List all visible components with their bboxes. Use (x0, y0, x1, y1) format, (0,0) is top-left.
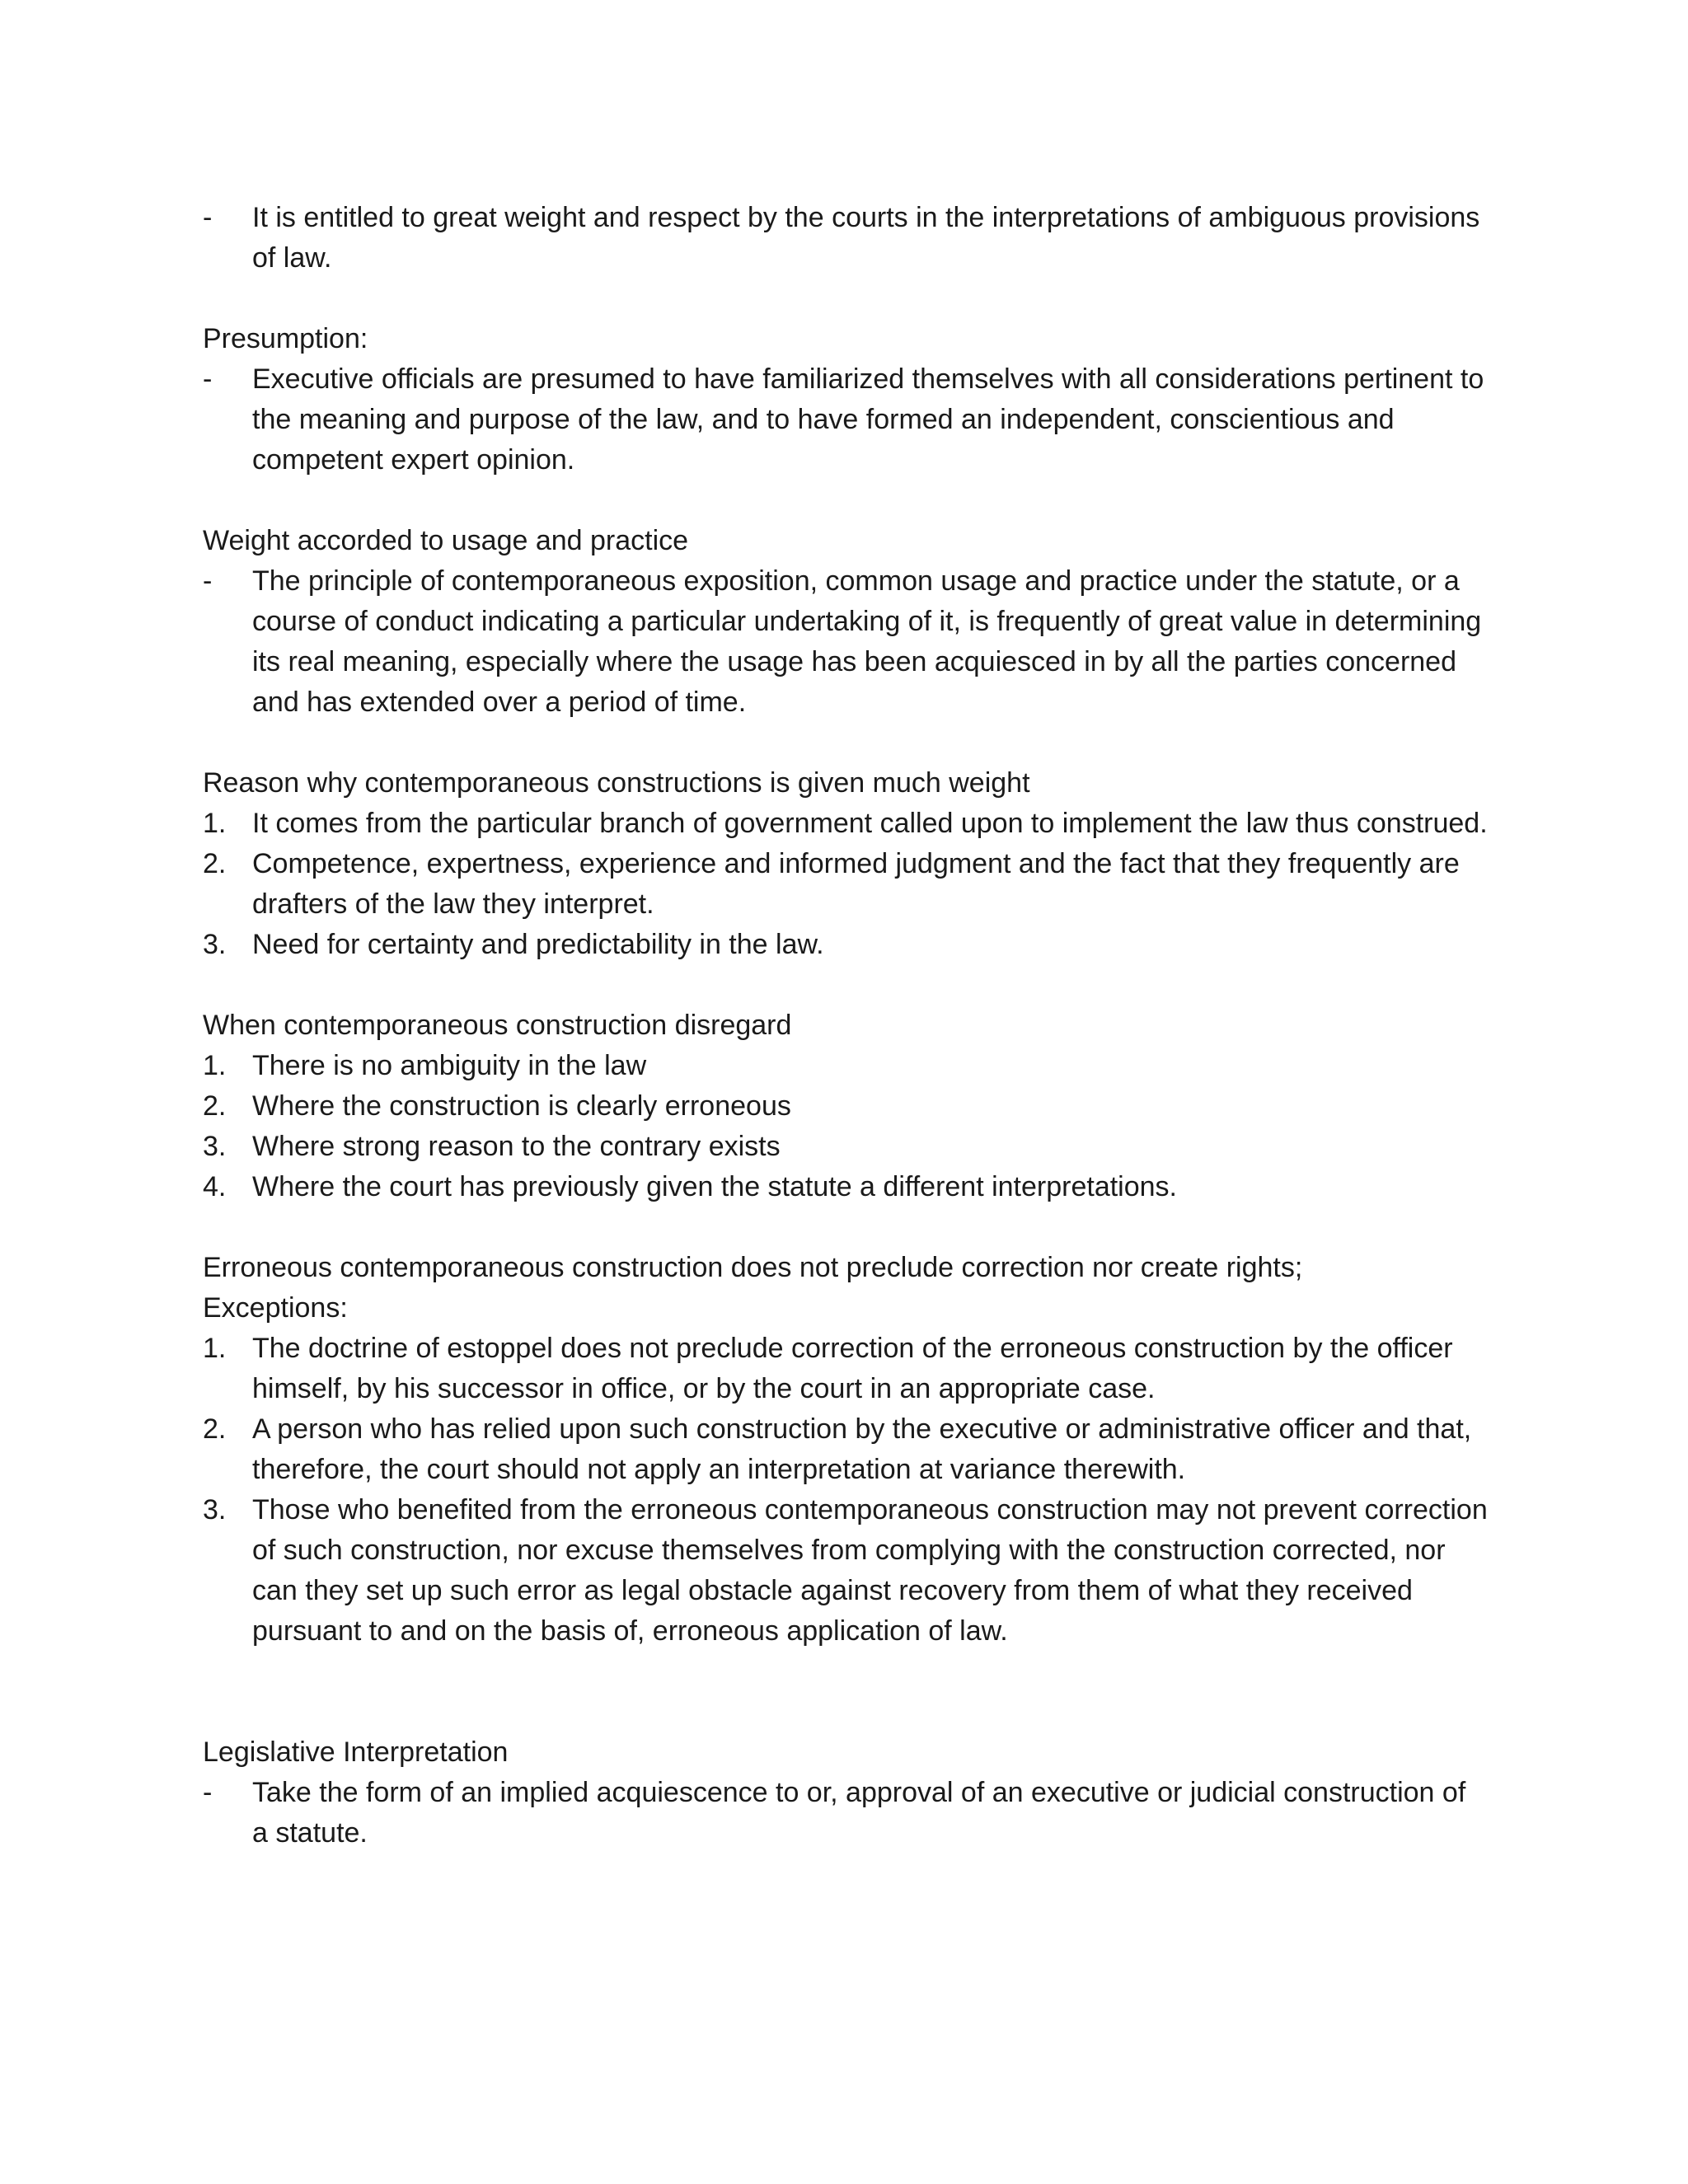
list-item-text: Competence, expertness, experience and informed judgment and the fact that they frequently are drafters of the law they interpret. (252, 848, 1460, 920)
list-item-text: The doctrine of estoppel does not preclude correction of the erroneous construction by the officer himself, by his successor in office, or by the court in an appropriate case. (252, 1333, 1453, 1404)
list-number: 2. (203, 1090, 227, 1122)
list-item (203, 1329, 1489, 1409)
list-item (203, 1773, 1489, 1854)
list-item (203, 925, 1489, 965)
section-heading-presumption: Presumption: (203, 323, 368, 354)
section-heading-weight: Weight accorded to usage and practice (203, 525, 689, 556)
list-item (203, 1409, 1489, 1490)
list-number: 2. (203, 848, 227, 879)
list-item-text: There is no ambiguity in the law (252, 1050, 647, 1081)
section-heading-disregard: When contemporaneous construction disregard (203, 1010, 792, 1041)
list-item-text: Where the construction is clearly erroneous (252, 1090, 791, 1122)
list-number: 1. (203, 1333, 227, 1364)
reason-list (203, 804, 1489, 965)
list-item-text: Where the court has previously given the statute a different interpretations. (252, 1171, 1177, 1202)
list-item (203, 1086, 1489, 1127)
list-item (203, 561, 1489, 723)
list-number: 1. (203, 808, 227, 839)
presumption-list (203, 359, 1489, 480)
list-number: 1. (203, 1050, 227, 1081)
list-item-text: Those who benefited from the erroneous contemporaneous construction may not prevent correction of such construction, nor excuse themselves from complying with the construction corrected, nor can they set up such error as legal obstacle against recovery from them of what they received pursuant to and on the basis of, erroneous application of law. (252, 1494, 1488, 1647)
bullet-dash: - (203, 1777, 213, 1808)
list-item (203, 804, 1489, 844)
list-number: 3. (203, 1131, 227, 1162)
list-item (203, 198, 1489, 279)
list-item (203, 1490, 1489, 1652)
legislative-list (203, 1773, 1489, 1854)
weight-list (203, 561, 1489, 723)
list-item (203, 844, 1489, 925)
intro-list (203, 198, 1489, 279)
list-item-text: It is entitled to great weight and respect by the courts in the interpretations of ambiguous provisions of law. (252, 202, 1480, 274)
list-item-text: A person who has relied upon such construction by the executive or administrative officer and that, therefore, the court should not apply an interpretation at variance therewith. (252, 1413, 1472, 1485)
section-subheading-exceptions: Exceptions: (203, 1292, 348, 1324)
list-number: 3. (203, 1494, 227, 1526)
list-item-text: Executive officials are presumed to have familiarized themselves with all considerations pertinent to the meaning and purpose of the law, and to have formed an independent, conscientious and competent expert opinion. (252, 363, 1484, 476)
section-heading-erroneous: Erroneous contemporaneous construction does not preclude correction nor create rights; (203, 1252, 1303, 1283)
exceptions-list (203, 1329, 1489, 1652)
list-number: 2. (203, 1413, 227, 1445)
list-number: 3. (203, 929, 227, 960)
list-item (203, 1046, 1489, 1086)
list-item-text: Take the form of an implied acquiescence to or, approval of an executive or judicial construction of a statute. (252, 1777, 1466, 1849)
list-item-text: Where strong reason to the contrary exists (252, 1131, 781, 1162)
list-item-text: Need for certainty and predictability in the law. (252, 929, 824, 960)
bullet-dash: - (203, 363, 213, 395)
bullet-dash: - (203, 202, 213, 233)
section-heading-legislative: Legislative Interpretation (203, 1736, 509, 1768)
list-number: 4. (203, 1171, 227, 1202)
disregard-list (203, 1046, 1489, 1207)
document-page (203, 198, 1489, 1854)
section-heading-reason: Reason why contemporaneous constructions is given much weight (203, 767, 1030, 799)
list-item (203, 359, 1489, 480)
bullet-dash: - (203, 565, 213, 597)
list-item-text: The principle of contemporaneous exposition, common usage and practice under the statute, or a course of conduct indicating a particular undertaking of it, is frequently of great value in determining its real meaning, especially where the usage has been acquiesced in by all the parties concerned and has extended over a period of time. (252, 565, 1482, 718)
list-item (203, 1127, 1489, 1167)
list-item-text: It comes from the particular branch of government called upon to implement the law thus construed. (252, 808, 1488, 839)
list-item (203, 1167, 1489, 1207)
